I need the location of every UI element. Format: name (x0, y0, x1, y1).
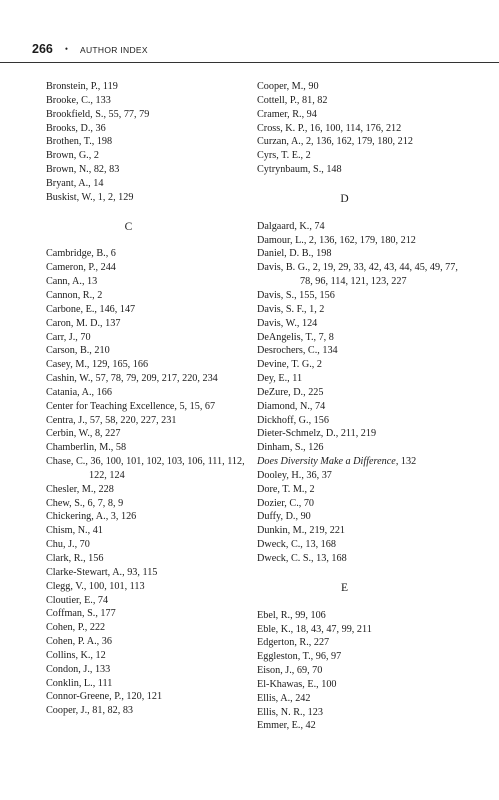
index-entry: Eison, J., 69, 70 (257, 665, 323, 677)
index-entry: Carr, J., 70 (46, 331, 91, 343)
index-entry: Cyrs, T. E., 2 (257, 150, 311, 162)
index-entry: DeZure, D., 225 (257, 386, 324, 398)
index-entry: Ellis, A., 242 (257, 692, 311, 704)
index-entry: Ebel, R., 99, 106 (257, 609, 326, 621)
index-entry: Bronstein, P., 119 (46, 81, 118, 92)
index-entry: Damour, L., 2, 136, 162, 179, 180, 212 (257, 234, 416, 246)
index-entry: Davis, S. F., 1, 2 (257, 303, 325, 315)
index-entry: Collins, K., 12 (46, 649, 106, 661)
index-entry: Chase, C., 36, 100, 101, 102, 103, 106, 111, 112, 122, 124 (46, 456, 245, 481)
index-entry: Clegg, V., 100, 101, 113 (46, 580, 145, 592)
index-entry: Coffman, S., 177 (46, 608, 116, 620)
index-entry: Dunkin, M., 219, 221 (257, 525, 346, 537)
index-entry: Dinham, S., 126 (257, 442, 324, 454)
index-entry: Brookfield, S., 55, 77, 79 (46, 108, 150, 120)
index-entry: Cytrynbaum, S., 148 (257, 164, 342, 176)
index-entry: Connor-Greene, P., 120, 121 (46, 691, 163, 703)
index-entry: Chamberlin, M., 58 (46, 442, 127, 454)
index-entry: Eggleston, T., 96, 97 (257, 651, 342, 663)
index-entry: Cashin, W., 57, 78, 79, 209, 217, 220, 234 (46, 373, 218, 385)
index-entry: Chism, N., 41 (46, 525, 103, 537)
index-entry: Davis, S., 155, 156 (257, 289, 335, 301)
index-entry: Caron, M. D., 137 (46, 317, 121, 329)
index-entry: Ellis, N. R., 123 (257, 706, 323, 718)
index-entry: Daniel, D. B., 198 (257, 248, 332, 260)
index-letter-heading: C (124, 220, 133, 233)
index-entry: Brown, G., 2 (46, 150, 99, 162)
index-letter-heading: E (340, 581, 349, 594)
index-entry (257, 455, 472, 469)
index-entry: Dalgaard, K., 74 (257, 220, 325, 232)
header-bullet: • (64, 44, 69, 54)
index-entry: Duffy, D., 90 (257, 511, 311, 523)
index-entry: Carbone, E., 146, 147 (46, 303, 136, 315)
index-entry: Dooley, H., 36, 37 (257, 469, 332, 481)
index-entry-pages: , 132 (395, 456, 417, 468)
index-entry: Bryant, A., 14 (46, 177, 104, 189)
index-entry: Cloutier, E., 74 (46, 594, 109, 606)
index-entry: Cohen, P., 222 (46, 622, 106, 634)
index-entry: Catania, A., 166 (46, 386, 112, 398)
index-entry: Chesler, M., 228 (46, 483, 114, 495)
index-entry: Cooper, M., 90 (257, 81, 319, 92)
index-entry: Curzan, A., 2, 136, 162, 179, 180, 212 (257, 136, 413, 148)
index-entry: Chickering, A., 3, 126 (46, 511, 137, 523)
index-entry: DeAngelis, T., 7, 8 (257, 331, 334, 343)
running-header (32, 42, 472, 60)
page-number: 266 (32, 42, 53, 56)
index-entry: Dey, E., 11 (257, 373, 303, 385)
index-entry: Devine, T. G., 2 (257, 359, 322, 371)
index-letter-heading: D (340, 192, 349, 205)
index-entry: Conklin, L., 111 (46, 677, 113, 689)
index-column-left (46, 80, 251, 718)
index-entry: Cannon, R., 2 (46, 289, 103, 301)
index-entry: Brown, N., 82, 83 (46, 164, 120, 176)
index-entry: Brothen, T., 198 (46, 136, 113, 148)
index-entry: Carson, B., 210 (46, 345, 110, 357)
index-entry: Cohen, P. A., 36 (46, 636, 112, 648)
index-entry: Cann, A., 13 (46, 276, 98, 288)
index-entry-title: Does Diversity Make a Difference (257, 456, 396, 468)
index-entry: Dweck, C., 13, 168 (257, 539, 336, 551)
index-entry: Cameron, P., 244 (46, 262, 116, 274)
index-entry: Clarke-Stewart, A., 93, 115 (46, 566, 158, 578)
index-entry: Dieter-Schmelz, D., 211, 219 (257, 428, 377, 440)
index-entry: Centra, J., 57, 58, 220, 227, 231 (46, 414, 177, 426)
section-title: AUTHOR INDEX (80, 45, 148, 55)
index-entry: Condon, J., 133 (46, 663, 111, 675)
index-entry: Brooke, C., 133 (46, 94, 111, 106)
index-entry: Cambridge, B., 6 (46, 248, 116, 260)
index-entry: Cross, K. P., 16, 100, 114, 176, 212 (257, 122, 402, 134)
index-entry: Emmer, E., 42 (257, 720, 316, 732)
index-entry: Brooks, D., 36 (46, 122, 106, 134)
index-entry: Chu, J., 70 (46, 539, 90, 551)
index-entry: Clark, R., 156 (46, 553, 104, 564)
index-entry: Eble, K., 18, 43, 47, 99, 211 (257, 623, 372, 635)
index-entry: Cooper, J., 81, 82, 83 (46, 705, 134, 717)
index-entry: Cottell, P., 81, 82 (257, 94, 328, 106)
index-column-right (257, 80, 472, 733)
index-entry: Dore, T. M., 2 (257, 483, 315, 495)
index-entry: Cerbin, W., 8, 227 (46, 428, 121, 440)
header-rule (0, 62, 499, 63)
index-entry: Buskist, W., 1, 2, 129 (46, 191, 134, 203)
index-entry: Dickhoff, G., 156 (257, 414, 329, 426)
index-entry: Davis, B. G., 2, 19, 29, 33, 42, 43, 44, 45, 49, 77, 78, 96, 114, 121, 123, 227 (257, 262, 458, 288)
index-entry: Desrochers, C., 134 (257, 345, 338, 357)
index-entry: Cramer, R., 94 (257, 108, 317, 120)
index-entry: Edgerton, R., 227 (257, 637, 330, 649)
index-entry: Dozier, C., 70 (257, 497, 315, 509)
index-entry: Dweck, C. S., 13, 168 (257, 553, 347, 564)
index-entry: Center for Teaching Excellence, 5, 15, 67 (46, 400, 216, 412)
index-entry: El-Khawas, E., 100 (257, 678, 337, 690)
index-entry: Casey, M., 129, 165, 166 (46, 359, 149, 371)
index-entry: Chew, S., 6, 7, 8, 9 (46, 497, 124, 509)
index-entry: Davis, W., 124 (257, 317, 318, 329)
index-entry: Diamond, N., 74 (257, 400, 326, 412)
